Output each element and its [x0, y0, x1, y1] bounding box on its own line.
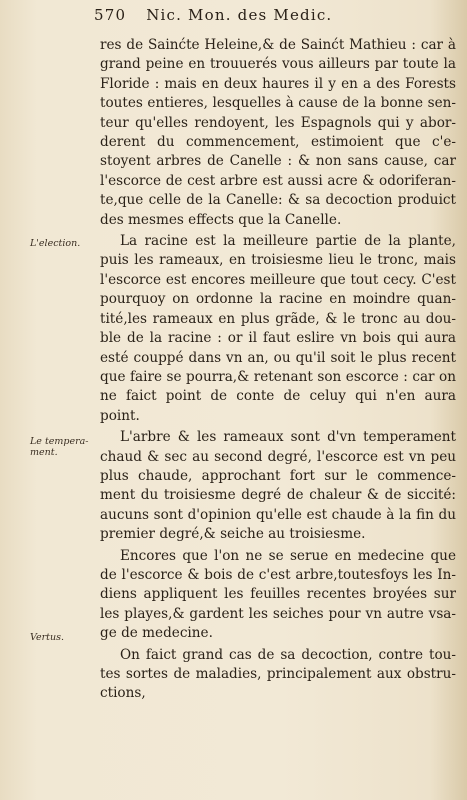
- text-line: res de Sainćte Heleine,& de Sainćt Mathieu : car à: [100, 37, 456, 53]
- text-line: ne faict point de conte de celuy qui n'en aura: [100, 388, 456, 405]
- text-line: plus chaude, approchant fort sur le commence-: [100, 467, 456, 484]
- text-line: que faire se pourra,& retenant son escorce : car on: [100, 368, 456, 385]
- text-line: grand peine en trouuerés vous ailleurs par toute la: [100, 56, 456, 73]
- text-line: Floride : mais en deux haures il y en a des Forests: [100, 75, 456, 92]
- text-line: pourquoy on ordonne la racine en moindre quan-: [100, 291, 456, 308]
- text-line: l'escorce de cest arbre est aussi acre & odoriferan-: [100, 172, 456, 189]
- text-line: esté couppé dans vn an, ou qu'il soit le plus recent: [100, 349, 456, 366]
- text-line: point.: [100, 407, 140, 424]
- paragraph-3: [100, 428, 456, 544]
- paragraph-1: [100, 36, 456, 230]
- text-line: des mesmes effects que la Canelle.: [100, 211, 342, 228]
- running-header: [94, 6, 454, 24]
- paragraph-4: [100, 547, 456, 644]
- text-line: te,que celle de la Canelle: & sa decoction produict: [100, 192, 456, 209]
- text-line: de l'escorce & bois de c'est arbre,toutesfoys les In-: [100, 566, 456, 583]
- text-line: ctions,: [100, 685, 146, 702]
- text-line: ment du troisiesme degré de chaleur & de siccité:: [100, 487, 456, 504]
- text-line: chaud & sec au second degré, l'escorce est vn peu: [100, 448, 456, 465]
- page-number: 570: [94, 6, 127, 24]
- margin-note-vertus: Vertus.: [30, 632, 64, 643]
- text-line: toutes entieres, lesquelles à cause de la bonne sen-: [100, 95, 456, 112]
- paragraph-5: [100, 646, 456, 704]
- text-line: l'escorce est encores meilleure que tout cecy. C'est: [100, 271, 456, 288]
- text-line: tes sortes de maladies, principalement aux obstru-: [100, 666, 456, 682]
- text-line: aucuns sont d'opinion qu'elle est chaude à la fin du: [100, 506, 456, 523]
- margin-note-election: L'election.: [30, 238, 81, 249]
- text-line: premier degré,& seiche au troisiesme.: [100, 526, 366, 543]
- text-line: diens appliquent les feuilles recentes broyées sur: [100, 586, 456, 603]
- text-line: derent du commencement, estimoient que c'e-: [100, 134, 456, 151]
- text-line: ble de la racine : or il faut eslire vn bois qui aura: [100, 330, 456, 347]
- margin-note-temperament: Le tempera-ment.: [30, 436, 89, 458]
- text-line: La racine est la meilleure partie de la plante,: [120, 233, 456, 250]
- text-line: On faict grand cas de sa decoction, contre tou-: [120, 646, 456, 663]
- text-line: ge de medecine.: [100, 625, 213, 642]
- body-text: [100, 34, 456, 704]
- paragraph-2: [100, 232, 456, 426]
- text-line: L'arbre & les rameaux sont d'vn temperament: [120, 429, 456, 446]
- text-line: teur qu'elles rendoyent, les Espagnols qui y abor-: [100, 114, 456, 131]
- text-line: tité,les rameaux en plus grãde, & le tronc au dou-: [100, 310, 456, 327]
- running-title: Nic. Mon. des Medic.: [146, 6, 333, 24]
- text-line: puis les rameaux, en troisiesme lieu le tronc, mais: [100, 252, 456, 269]
- text-line: stoyent arbres de Canelle : & non sans cause, car: [100, 153, 456, 170]
- text-line: les playes,& gardent les seiches pour vn autre vsa-: [100, 605, 456, 622]
- text-line: Encores que l'on ne se serue en medecine que: [120, 547, 456, 564]
